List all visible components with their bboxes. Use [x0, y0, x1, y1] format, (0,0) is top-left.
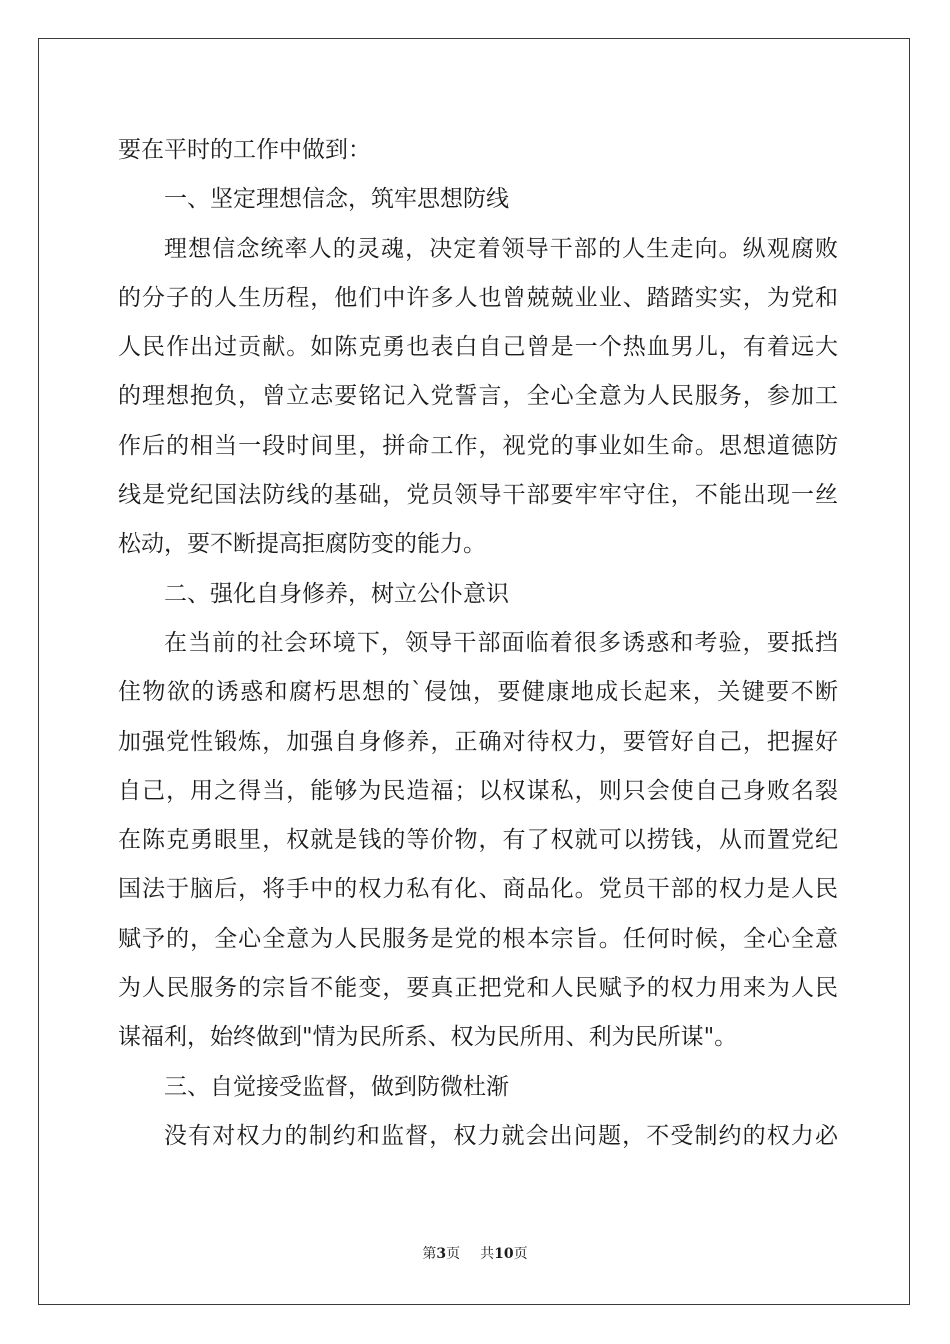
section-heading: 一、坚定理想信念，筑牢思想防线	[164, 186, 509, 213]
body-line: 理想信念统率人的灵魂，决定着领导干部的人生走向。纵观腐败	[164, 235, 838, 262]
body-line: 自己，用之得当，能够为民造福；以权谋私，则只会使自己身败名裂	[118, 777, 838, 804]
body-line: 国法于脑后，将手中的权力私有化、商品化。党员干部的权力是人民	[118, 876, 838, 903]
body-line: 谋福利，始终做到"情为民所系、权为民所用、利为民所谋"。	[118, 1024, 738, 1051]
total-pages: 10	[494, 1246, 514, 1262]
page-number: 3	[436, 1246, 447, 1262]
body-line: 松动，要不断提高拒腐防变的能力。	[118, 531, 486, 558]
body-line: 没有对权力的制约和监督，权力就会出问题，不受制约的权力必	[164, 1122, 838, 1149]
total-prefix: 共	[480, 1246, 495, 1262]
body-line: 作后的相当一段时间里，拼命工作，视党的事业如生命。思想道德防	[118, 432, 838, 459]
section-heading: 三、自觉接受监督，做到防微杜渐	[164, 1073, 509, 1100]
body-line: 人民作出过贡献。如陈克勇也表白自己曾是一个热血男儿，有着远大	[118, 334, 838, 361]
document-body	[118, 126, 838, 1161]
page-prefix: 第	[422, 1246, 437, 1262]
body-line: 住物欲的诱惑和腐朽思想的`侵蚀，要健康地成长起来，关键要不断	[118, 679, 838, 706]
total-suffix: 页	[513, 1246, 528, 1262]
body-line: 要在平时的工作中做到：	[118, 137, 371, 163]
page-footer	[0, 1244, 950, 1264]
page-suffix: 页	[446, 1246, 461, 1262]
body-line: 线是党纪国法防线的基础，党员领导干部要牢牢守住，不能出现一丝	[118, 482, 838, 509]
body-line: 为人民服务的宗旨不能变，要真正把党和人民赋予的权力用来为人民	[118, 975, 838, 1002]
body-line: 赋予的，全心全意为人民服务是党的根本宗旨。任何时候，全心全意	[118, 925, 838, 952]
body-line: 的分子的人生历程，他们中许多人也曾兢兢业业、踏踏实实，为党和	[118, 284, 838, 311]
body-line: 在当前的社会环境下，领导干部面临着很多诱惑和考验，要抵挡	[164, 629, 838, 656]
body-line: 在陈克勇眼里，权就是钱的等价物，有了权就可以捞钱，从而置党纪	[118, 827, 838, 854]
section-heading: 二、强化自身修养，树立公仆意识	[164, 580, 509, 607]
body-line: 的理想抱负，曾立志要铭记入党誓言，全心全意为人民服务，参加工	[118, 383, 838, 410]
body-line: 加强党性锻炼，加强自身修养，正确对待权力，要管好自己，把握好	[118, 728, 838, 755]
